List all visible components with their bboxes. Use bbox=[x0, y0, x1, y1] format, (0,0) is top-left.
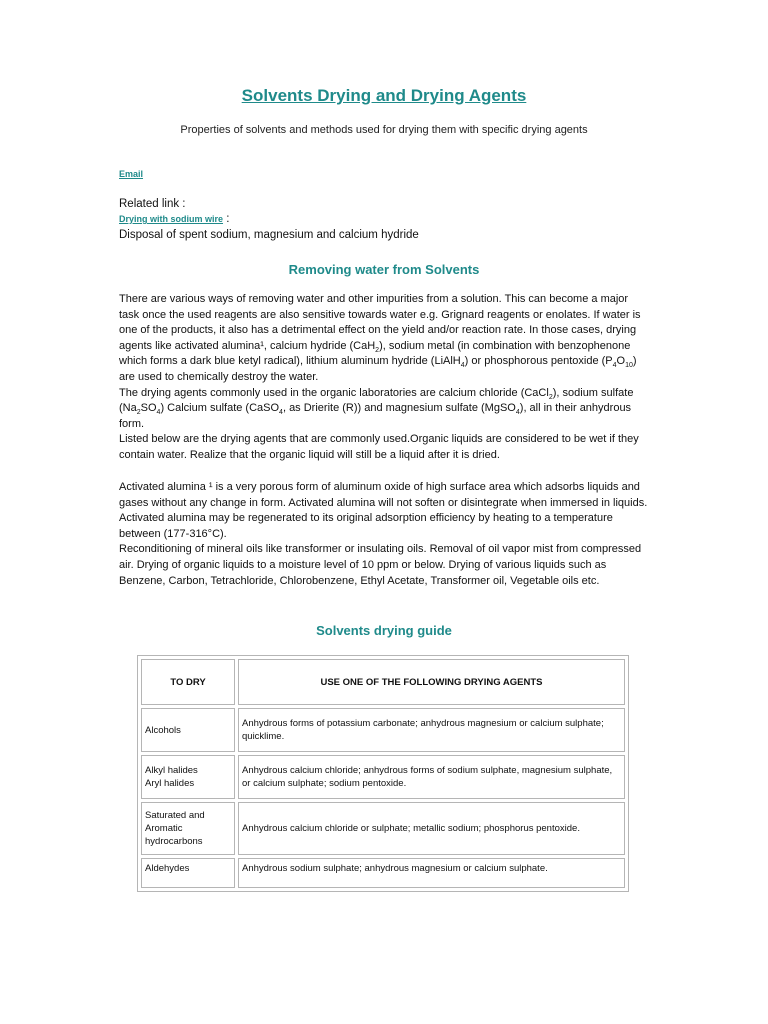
table-row bbox=[141, 858, 625, 888]
section-heading-removing-water: Removing water from Solvents bbox=[288, 262, 480, 277]
paragraph-common-agents: The drying agents commonly used in the organic laboratories are calcium chloride (CaCl$_2$), sodium sulfate $(Na_2SO_4)$ Calcium sulfate (CaSO$_4$, as Drierite (R)) and magnesium sulfate (MgSO$_4$), all in their anhydrous form. bbox=[119, 386, 634, 430]
to-dry-cell bbox=[141, 755, 235, 799]
table-row bbox=[141, 802, 625, 855]
drying-with-sodium-wire-link[interactable]: Drying with sodium wire bbox=[119, 214, 224, 224]
agents-cell: Anhydrous sodium sulphate; anhydrous magnesium or calcium sulphate. bbox=[238, 858, 625, 888]
drying-guide-table bbox=[137, 655, 629, 892]
paragraph-activated-alumina: Activated alumina ¹ is a very porous form of aluminum oxide of high surface area which adsorbs liquids and gases without any change in form. Activated alumina will not soften or disintegrate when immersed in liquids. Activated alumina may be regenerated to its original adsorption efficiency by heating to a temperature between (177-316°C). bbox=[119, 481, 648, 540]
to-dry-line: Alkyl halides bbox=[145, 765, 198, 776]
page-title: Solvents Drying and Drying Agents bbox=[241, 86, 527, 105]
body-text-activated-alumina bbox=[119, 480, 649, 589]
disposal-text: Disposal of spent sodium, magnesium and calcium hydride bbox=[119, 229, 419, 241]
paragraph-reconditioning: Reconditioning of mineral oils like transformer or insulating oils. Removal of oil vapor mist from compressed air. Drying of organic liquids to a moisture level of 10 ppm or below. Drying of various liquids such as Benzene, Carbon, Tetrachloride, Chlorobenzene, Ethyl Acetate, Transformer oil, Vegetable oils etc. bbox=[119, 543, 642, 587]
table-header-row bbox=[141, 659, 625, 705]
to-dry-cell: Alcohols bbox=[141, 708, 235, 752]
page-subtitle: Properties of solvents and methods used for drying them with specific drying agents bbox=[180, 124, 588, 136]
body-text-removing-water bbox=[119, 292, 649, 464]
agents-cell: Anhydrous calcium chloride or sulphate; metallic sodium; phosphorus pentoxide. bbox=[238, 802, 625, 855]
paragraph-listed-below: Listed below are the drying agents that are commonly used.Organic liquids are considered to be wet if they contain water. Realize that the organic liquid will still be a liquid after it is dried. bbox=[119, 433, 639, 461]
table-row bbox=[141, 755, 625, 799]
section-heading-drying-guide: Solvents drying guide bbox=[316, 623, 452, 638]
email-link[interactable]: Email bbox=[119, 169, 144, 179]
agents-cell: Anhydrous calcium chloride; anhydrous forms of sodium sulphate, magnesium sulphate, or calcium sulphate; sodium pentoxide. bbox=[238, 755, 625, 799]
related-link-suffix: : bbox=[223, 213, 230, 225]
related-link-label: Related link : bbox=[119, 198, 186, 210]
paragraph-methods: There are various ways of removing water and other impurities from a solution. This can become a major task once the used reagents are also sensitive towards water e.g. Grignard reagents or enolates. If water is one of the products, it also has a detrimental effect on the yield and/or reaction rate. In those cases, drying agents like activated alumina¹, calcium hydride (CaH$_2$), sodium metal (in combination with benzophenone which forms a dark blue ketyl radical), lithium aluminum hydride (LiAlH$_4$) or phosphorous pentoxide $(P_4O_{10})$ are used to chemically destroy the water. bbox=[119, 293, 641, 383]
header-drying-agents: USE ONE OF THE FOLLOWING DRYING AGENTS bbox=[238, 659, 625, 705]
to-dry-line: Aryl halides bbox=[145, 778, 195, 789]
related-link-row bbox=[119, 213, 229, 225]
agents-cell: Anhydrous forms of potassium carbonate; anhydrous magnesium or calcium sulphate; quicklime. bbox=[238, 708, 625, 752]
table-row bbox=[141, 708, 625, 752]
to-dry-cell: Aldehydes bbox=[141, 858, 235, 888]
to-dry-cell: Saturated and Aromatic hydrocarbons bbox=[141, 802, 235, 855]
header-to-dry: TO DRY bbox=[141, 659, 235, 705]
